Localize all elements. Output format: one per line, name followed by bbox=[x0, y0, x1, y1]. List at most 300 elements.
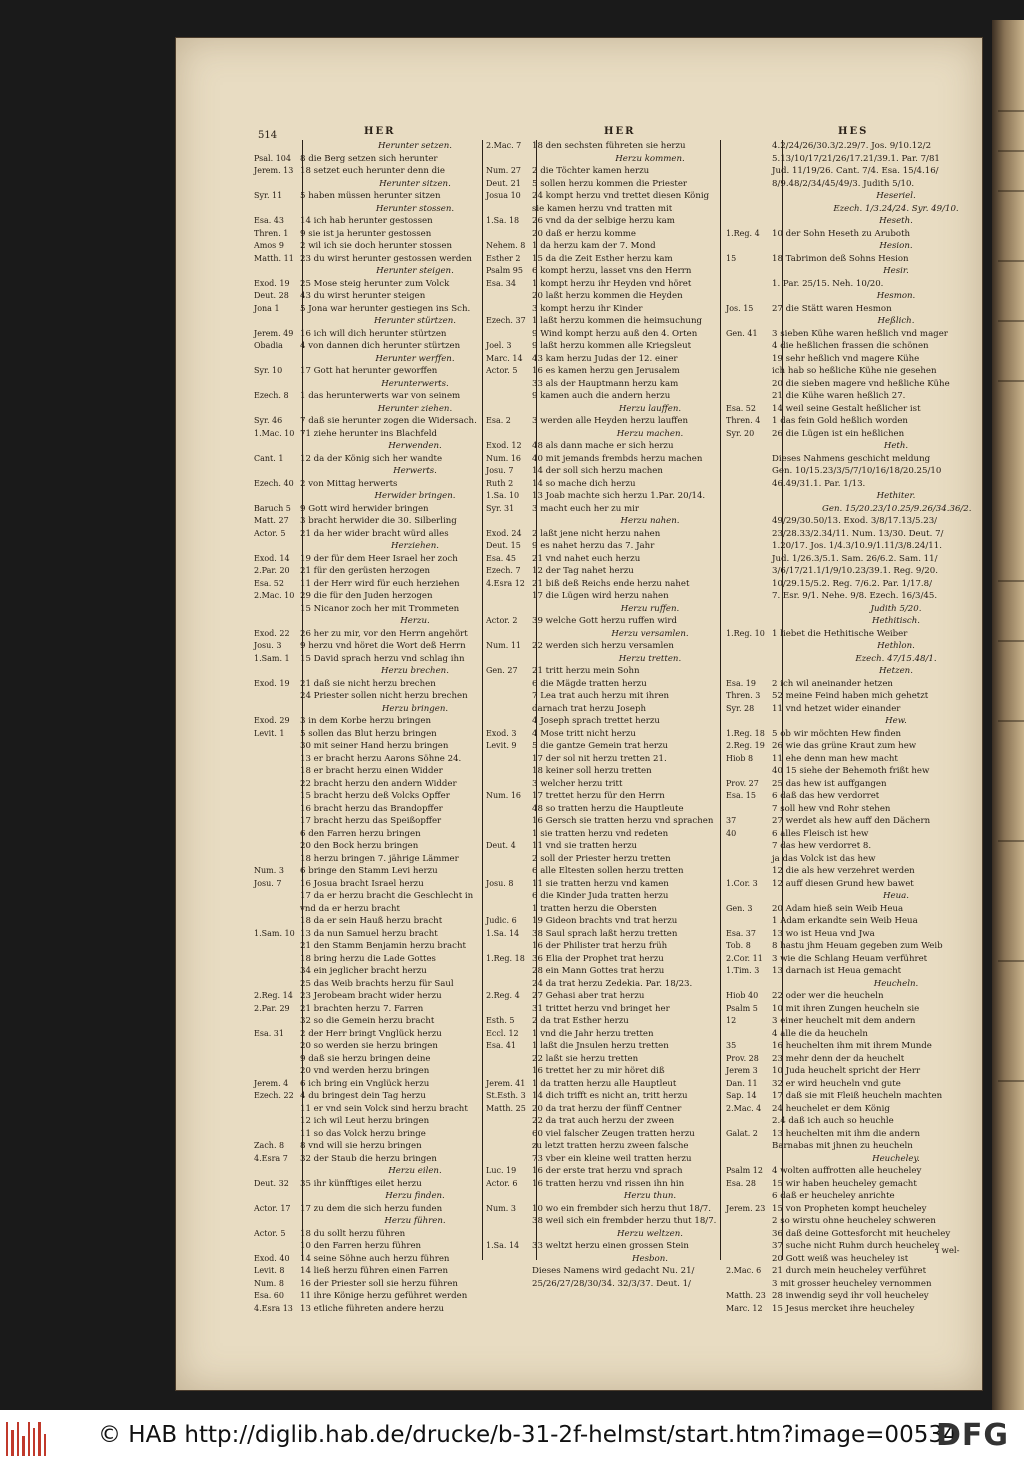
entry-reference: 2.Mac. 6 bbox=[726, 1266, 762, 1275]
index-entry bbox=[726, 1290, 970, 1303]
entry-text: 1 laßt die Jnsulen herzu tretten bbox=[532, 1041, 669, 1051]
entry-reference: Tob. 8 bbox=[726, 941, 751, 950]
entry-reference: 2.Par. 29 bbox=[254, 1003, 290, 1013]
entry-reference: Num. 3 bbox=[254, 866, 284, 875]
entry-text: 26 her zu mir, vor den Herrn angehört bbox=[300, 628, 468, 639]
entry-reference: Esa. 34 bbox=[486, 278, 516, 288]
entry-text: 1 tratten herzu die Obersten bbox=[532, 903, 657, 914]
index-entry bbox=[254, 1115, 480, 1128]
entry-text: 14 weil seine Gestalt heßlicher ist bbox=[772, 403, 921, 414]
entry-text: 2 der Herr bringt Vnglück herzu bbox=[300, 1028, 442, 1039]
entry-reference: St.Esth. 3 bbox=[486, 1091, 526, 1100]
entry-text: Hetzen. bbox=[879, 666, 913, 676]
entry-text: 6 alle Eltesten sollen herzu tretten bbox=[532, 866, 684, 876]
index-entry bbox=[726, 1215, 970, 1228]
entry-text: 23 Jerobeam bracht wider herzu bbox=[300, 991, 442, 1001]
index-entry bbox=[254, 915, 480, 928]
entry-text: 18 keiner soll herzu tretten bbox=[532, 766, 652, 776]
index-entry bbox=[254, 903, 480, 916]
entry-text: 22 bracht herzu den andern Widder bbox=[300, 778, 457, 789]
entry-text: 21 durch mein heucheley verführet bbox=[772, 1266, 927, 1276]
entry-reference: 2.Par. 20 bbox=[254, 566, 290, 575]
index-entry bbox=[486, 1228, 718, 1241]
index-entry bbox=[254, 1253, 480, 1266]
index-entry bbox=[486, 903, 718, 916]
entry-text: 24 kompt herzu vnd trettet diesen König bbox=[532, 191, 710, 201]
index-entry bbox=[254, 1290, 480, 1303]
entry-text: 8 vnd will sie herzu bringen bbox=[300, 1141, 422, 1151]
index-entry bbox=[254, 490, 480, 503]
entry-reference: Ezech. 7 bbox=[486, 566, 521, 575]
index-entry bbox=[486, 140, 718, 153]
index-entry bbox=[254, 315, 480, 328]
entry-text: 36 Elia der Prophet trat herzu bbox=[532, 953, 664, 964]
entry-text: 11 der Herr wird für euch herziehen bbox=[300, 578, 460, 589]
index-entry bbox=[486, 915, 718, 928]
entry-text: 1 liebet die Hethitische Weiber bbox=[772, 628, 908, 639]
entry-reference: 2.Cor. 11 bbox=[726, 953, 763, 963]
index-entry bbox=[486, 503, 718, 516]
entry-text: Herzu führen. bbox=[384, 1216, 446, 1226]
entry-reference: 1.Tim. 3 bbox=[726, 966, 760, 975]
entry-reference: Jerem. 49 bbox=[254, 328, 294, 338]
index-entry bbox=[726, 340, 970, 353]
index-entry bbox=[726, 140, 970, 153]
index-entry bbox=[486, 853, 718, 866]
index-entry bbox=[726, 1053, 970, 1066]
index-entry bbox=[486, 1253, 718, 1266]
entry-text: 38 Saul sprach laßt herzu tretten bbox=[532, 928, 678, 939]
entry-text: Heßlich. bbox=[877, 316, 915, 326]
entry-text: 11 sie tratten herzu vnd kamen bbox=[532, 878, 669, 889]
entry-reference: Esa. 52 bbox=[254, 578, 284, 588]
entry-reference: Matth. 25 bbox=[486, 1103, 526, 1113]
index-entry bbox=[254, 590, 480, 603]
entry-text: 9 sie ist ja herunter gestossen bbox=[300, 228, 432, 239]
entry-reference: Num. 3 bbox=[486, 1203, 516, 1213]
entry-text: 3 werden alle Heyden herzu lauffen bbox=[532, 416, 688, 426]
entry-text: 17 trettet herzu für den Herrn bbox=[532, 791, 665, 801]
index-entry bbox=[486, 578, 718, 591]
entry-text: 5 haben müssen herunter sitzen bbox=[300, 191, 441, 201]
index-entry bbox=[254, 653, 480, 666]
entry-text: 2 von Mittag herwerts bbox=[300, 478, 398, 489]
index-entry bbox=[486, 865, 718, 878]
entry-reference: 1.Sa. 10 bbox=[486, 491, 520, 500]
entry-text: 5 sollen das Blut herzu bringen bbox=[300, 728, 437, 739]
index-entry bbox=[486, 803, 718, 816]
entry-reference: 37 bbox=[726, 816, 737, 825]
entry-reference: Deut. 21 bbox=[486, 178, 521, 188]
index-entry bbox=[254, 553, 480, 566]
index-entry bbox=[726, 1303, 970, 1316]
entry-reference: Jerem. 23 bbox=[726, 1203, 766, 1213]
entry-reference: 1.Reg. 18 bbox=[726, 728, 765, 738]
entry-text: 3/6/17/21.1/1/9/10.23/39.1. Reg. 9/20. bbox=[772, 566, 938, 576]
index-entry bbox=[486, 1190, 718, 1203]
entry-reference: Ruth 2 bbox=[486, 478, 514, 488]
index-entry bbox=[254, 603, 480, 616]
entry-text: Herwerts. bbox=[393, 466, 437, 476]
index-entry bbox=[486, 265, 718, 278]
entry-reference: Josu. 3 bbox=[254, 641, 282, 650]
running-head-right: HES bbox=[838, 126, 869, 137]
entry-text: 12 der Tag nahet herzu bbox=[532, 566, 634, 576]
index-entry bbox=[254, 1065, 480, 1078]
entry-reference: Dan. 11 bbox=[726, 1078, 758, 1088]
index-entry bbox=[254, 578, 480, 591]
index-entry bbox=[486, 465, 718, 478]
entry-text: 13 darnach ist Heua gemacht bbox=[772, 966, 902, 976]
entry-text: 10 der Sohn Heseth zu Aruboth bbox=[772, 228, 911, 239]
entry-text: 6 alles Fleisch ist hew bbox=[772, 828, 869, 839]
entry-reference: Prov. 27 bbox=[726, 778, 759, 788]
entry-reference: Actor. 17 bbox=[254, 1203, 291, 1213]
index-entry bbox=[726, 978, 970, 991]
entry-text: 20 daß er herzu komme bbox=[532, 228, 636, 239]
entry-text: 7 soll hew vnd Rohr stehen bbox=[772, 803, 891, 814]
entry-text: 18 setzet euch herunter denn die bbox=[300, 166, 446, 176]
entry-text: 20 die sieben magere vnd heßliche Kühe bbox=[772, 378, 950, 389]
entry-reference: Deut. 15 bbox=[486, 541, 521, 550]
entry-text: 2 wil ich sie doch herunter stossen bbox=[300, 241, 452, 251]
index-entry bbox=[726, 990, 970, 1003]
entry-text: 17 Gott hat herunter geworffen bbox=[300, 366, 438, 376]
entry-text: Barnabas mit jhnen zu heucheln bbox=[772, 1141, 913, 1151]
index-entry bbox=[726, 428, 970, 441]
entry-reference: Num. 16 bbox=[486, 791, 522, 800]
entry-reference: Marc. 12 bbox=[726, 1303, 763, 1313]
index-entry bbox=[726, 628, 970, 641]
entry-reference: Esa. 19 bbox=[726, 678, 756, 688]
index-entry bbox=[486, 290, 718, 303]
index-entry bbox=[726, 778, 970, 791]
entry-text: 33 weltzt herzu einen grossen Stein bbox=[532, 1241, 689, 1251]
entry-reference: Exod. 29 bbox=[254, 716, 290, 725]
index-entry bbox=[254, 853, 480, 866]
entry-text: 1 sie tratten herzu vnd redeten bbox=[532, 828, 669, 839]
entry-text: 16 der Priester soll sie herzu führen bbox=[300, 1278, 458, 1289]
index-entry bbox=[486, 478, 718, 491]
index-entry bbox=[726, 603, 970, 616]
entry-text: 9 daß sie herzu bringen deine bbox=[300, 1053, 431, 1064]
index-entry bbox=[254, 228, 480, 241]
entry-text: 17 die Lügen wird herzu nahen bbox=[532, 591, 669, 601]
entry-text: 6 den Farren herzu bringen bbox=[300, 828, 421, 839]
index-entry bbox=[726, 965, 970, 978]
index-entry bbox=[254, 303, 480, 316]
index-entry bbox=[486, 303, 718, 316]
entry-text: 15 bracht herzu deß Volcks Opffer bbox=[300, 791, 450, 801]
index-entry bbox=[254, 1015, 480, 1028]
entry-reference: Esa. 43 bbox=[254, 216, 284, 225]
entry-reference: Gen. 27 bbox=[486, 666, 518, 675]
index-entry bbox=[726, 1190, 970, 1203]
entry-text: 26 vnd da der selbige herzu kam bbox=[532, 216, 675, 226]
entry-text: Dieses Namens wird gedacht Nu. 21/ bbox=[532, 1266, 695, 1276]
index-entry bbox=[254, 278, 480, 291]
index-column-2 bbox=[486, 140, 718, 1289]
index-entry bbox=[486, 440, 718, 453]
index-entry bbox=[254, 1053, 480, 1066]
index-entry bbox=[254, 1278, 480, 1291]
index-entry bbox=[726, 790, 970, 803]
entry-reference: Actor. 2 bbox=[486, 616, 518, 625]
entry-reference: Josu. 7 bbox=[254, 878, 282, 888]
entry-text: 6 kompt herzu, lasset vns den Herrn bbox=[532, 266, 692, 276]
index-entry bbox=[254, 703, 480, 716]
index-entry bbox=[726, 1128, 970, 1141]
entry-text: Herzu brechen. bbox=[381, 666, 449, 676]
entry-text: 5 ob wir möchten Hew finden bbox=[772, 728, 902, 739]
entry-text: 12 die als hew verzehret werden bbox=[772, 866, 915, 876]
entry-text: Herzu. bbox=[400, 616, 430, 626]
entry-reference: 2.Mac. 10 bbox=[254, 591, 295, 600]
index-entry bbox=[726, 478, 970, 491]
index-entry bbox=[726, 753, 970, 766]
index-entry bbox=[726, 578, 970, 591]
entry-text: 52 meine Feind haben mich gehetzt bbox=[772, 691, 929, 701]
entry-text: Gen. 15/20.23/10.25/9.26/34.36/2. bbox=[822, 503, 972, 514]
index-entry bbox=[486, 840, 718, 853]
source-url-link[interactable]: © HAB http://diglib.hab.de/drucke/b-31-2f-helmst/start.htm?image=00534 bbox=[98, 1422, 958, 1448]
entry-text: 30 mit seiner Hand herzu bringen bbox=[300, 741, 449, 751]
index-entry bbox=[486, 1115, 718, 1128]
entry-text: 4 Joseph sprach trettet herzu bbox=[532, 716, 660, 726]
index-entry bbox=[726, 328, 970, 341]
entry-text: Hesmon. bbox=[876, 291, 916, 301]
entry-text: 4 von dannen dich herunter stürtzen bbox=[300, 341, 461, 351]
index-entry bbox=[726, 403, 970, 416]
entry-text: Herzu kommen. bbox=[615, 153, 685, 164]
index-entry bbox=[254, 928, 480, 941]
index-entry bbox=[254, 390, 480, 403]
entry-reference: Galat. 2 bbox=[726, 1128, 758, 1138]
index-entry bbox=[254, 265, 480, 278]
index-entry bbox=[486, 940, 718, 953]
entry-reference: Jerem. 41 bbox=[486, 1078, 526, 1088]
entry-text: Hethitisch. bbox=[871, 616, 920, 626]
entry-text: 14 ließ herzu führen einen Farren bbox=[300, 1266, 449, 1276]
entry-text: 18 bring herzu die Lade Gottes bbox=[300, 953, 436, 964]
index-entry bbox=[726, 1115, 970, 1128]
entry-text: 22 laßt sie herzu tretten bbox=[532, 1053, 639, 1064]
entry-text: Herunter sitzen. bbox=[379, 178, 451, 189]
index-entry bbox=[726, 1103, 970, 1116]
index-entry bbox=[254, 1103, 480, 1116]
entry-text: 24 Priester sollen nicht herzu brechen bbox=[300, 691, 468, 701]
entry-reference: 2.Reg. 4 bbox=[486, 991, 520, 1000]
entry-text: 25 das hew ist auffgangen bbox=[772, 778, 887, 789]
index-entry bbox=[254, 1190, 480, 1203]
index-entry bbox=[726, 440, 970, 453]
index-entry bbox=[486, 828, 718, 841]
index-entry bbox=[254, 865, 480, 878]
entry-reference: Luc. 19 bbox=[486, 1166, 517, 1175]
index-entry bbox=[486, 228, 718, 241]
entry-text: 20 Gott weiß was heucheley ist bbox=[772, 1253, 909, 1264]
entry-text: Hew. bbox=[885, 716, 907, 726]
index-entry bbox=[726, 190, 970, 203]
index-entry bbox=[254, 240, 480, 253]
entry-text: Herunter setzen. bbox=[378, 141, 452, 151]
index-entry bbox=[254, 1128, 480, 1141]
entry-text: 9 laßt herzu kommen alle Kriegsleut bbox=[532, 341, 692, 351]
index-entry bbox=[486, 765, 718, 778]
entry-text: 6 ich bring ein Vnglück herzu bbox=[300, 1078, 430, 1089]
index-entry bbox=[726, 1178, 970, 1191]
entry-reference: 2.Mac. 7 bbox=[486, 141, 522, 150]
entry-text: 11 er vnd sein Volck sind herzu bracht bbox=[300, 1103, 468, 1114]
index-entry bbox=[486, 728, 718, 741]
entry-reference: Levit. 1 bbox=[254, 728, 285, 738]
entry-text: 11 so das Volck herzu bringe bbox=[300, 1128, 426, 1139]
index-entry bbox=[726, 765, 970, 778]
index-entry bbox=[486, 1240, 718, 1253]
index-entry bbox=[254, 828, 480, 841]
entry-text: 1 da herzu kam der 7. Mond bbox=[532, 241, 656, 251]
index-entry bbox=[486, 715, 718, 728]
entry-reference: Num. 27 bbox=[486, 166, 522, 175]
entry-reference: Actor. 6 bbox=[486, 1178, 518, 1188]
entry-reference: 15 bbox=[726, 253, 737, 263]
index-entry bbox=[254, 453, 480, 466]
hab-logo-icon bbox=[6, 1418, 46, 1456]
entry-text: Dieses Nahmens geschicht meldung bbox=[772, 453, 931, 464]
entry-text: 48 so tratten herzu die Hauptleute bbox=[532, 803, 684, 814]
entry-text: 15 von Propheten kompt heucheley bbox=[772, 1203, 927, 1214]
index-entry bbox=[486, 965, 718, 978]
index-entry bbox=[486, 753, 718, 766]
index-entry bbox=[726, 553, 970, 566]
entry-text: 1. Par. 25/15. Neh. 10/20. bbox=[772, 278, 884, 289]
entry-text: 19 Gideon brachts vnd trat herzu bbox=[532, 916, 678, 926]
entry-reference: 1.Sa. 14 bbox=[486, 928, 520, 938]
index-entry bbox=[254, 478, 480, 491]
entry-text: 17 bracht herzu das Speißopffer bbox=[300, 816, 442, 826]
entry-text: 21 daß sie nicht herzu brechen bbox=[300, 678, 436, 689]
index-entry bbox=[486, 1015, 718, 1028]
entry-text: 4.2/24/26/30.3/2.29/7. Jos. 9/10.12/2 bbox=[772, 141, 932, 151]
entry-text: 10 Juda heuchelt spricht der Herr bbox=[772, 1066, 921, 1076]
index-entry bbox=[254, 1078, 480, 1091]
index-entry bbox=[726, 615, 970, 628]
entry-reference: Hiob 40 bbox=[726, 991, 759, 1000]
index-entry bbox=[726, 415, 970, 428]
index-entry bbox=[726, 1003, 970, 1016]
index-entry bbox=[486, 603, 718, 616]
entry-text: 15 wir haben heucheley gemacht bbox=[772, 1178, 917, 1189]
entry-text: 14 ich hab herunter gestossen bbox=[300, 216, 433, 226]
entry-text: 10 mit ihren Zungen heucheln sie bbox=[772, 1003, 920, 1014]
entry-text: Herunter ziehen. bbox=[377, 403, 453, 414]
index-entry bbox=[486, 628, 718, 641]
index-entry bbox=[726, 565, 970, 578]
entry-reference: 1.Sam. 10 bbox=[254, 928, 295, 938]
entry-text: 11 ehe denn man hew macht bbox=[772, 753, 898, 764]
entry-reference: Josu. 7 bbox=[486, 466, 514, 475]
entry-text: 2 die Töchter kamen herzu bbox=[532, 166, 650, 176]
index-entry bbox=[486, 815, 718, 828]
index-entry bbox=[726, 353, 970, 366]
index-entry bbox=[254, 1003, 480, 1016]
index-entry bbox=[726, 803, 970, 816]
entry-text: 15 Nicanor zoch her mit Trommeten bbox=[300, 603, 460, 614]
entry-text: 3 macht euch her zu mir bbox=[532, 503, 639, 514]
entry-text: 43 du wirst herunter steigen bbox=[300, 291, 426, 301]
entry-text: 27 werdet als hew auff den Dächern bbox=[772, 816, 931, 826]
entry-text: 7. Esr. 9/1. Nehe. 9/8. Ezech. 16/3/45. bbox=[772, 591, 938, 601]
index-entry bbox=[254, 428, 480, 441]
entry-text: 28 ein Mann Gottes trat herzu bbox=[532, 966, 665, 976]
entry-reference: 35 bbox=[726, 1041, 737, 1050]
index-entry bbox=[726, 1228, 970, 1241]
entry-reference: Gen. 41 bbox=[726, 328, 758, 338]
entry-reference: Esther 2 bbox=[486, 253, 521, 263]
index-entry bbox=[486, 678, 718, 691]
entry-text: 3 kompt herzu ihr Kinder bbox=[532, 303, 643, 314]
index-entry bbox=[254, 515, 480, 528]
entry-text: 19 der für dem Heer Israel her zoch bbox=[300, 553, 458, 564]
index-entry bbox=[486, 215, 718, 228]
entry-text: 14 der soll sich herzu machen bbox=[532, 466, 663, 476]
index-entry bbox=[486, 490, 718, 503]
entry-reference: Actor. 5 bbox=[254, 528, 286, 538]
index-entry bbox=[726, 740, 970, 753]
entry-text: 27 die Stätt waren Hesmon bbox=[772, 303, 892, 314]
entry-text: 18 den sechsten führeten sie herzu bbox=[532, 141, 686, 151]
viewer-footer bbox=[0, 1410, 1024, 1461]
entry-reference: Jona 1 bbox=[254, 303, 280, 313]
entry-reference: Joel. 3 bbox=[486, 341, 512, 350]
entry-reference: Gen. 3 bbox=[726, 903, 753, 913]
index-entry bbox=[486, 1178, 718, 1191]
entry-reference: Actor. 5 bbox=[486, 366, 518, 375]
index-entry bbox=[254, 628, 480, 641]
entry-text: 6 die Kinder Juda tratten herzu bbox=[532, 891, 669, 901]
index-entry bbox=[726, 640, 970, 653]
index-entry bbox=[726, 278, 970, 291]
entry-text: ich hab so heßliche Kühe nie gesehen bbox=[772, 366, 937, 376]
index-entry bbox=[486, 690, 718, 703]
index-entry bbox=[726, 1253, 970, 1266]
entry-text: 10 wo ein frembder sich herzu thut 18/7. bbox=[532, 1203, 711, 1214]
entry-text: 14 dich trifft es nicht an, tritt herzu bbox=[532, 1091, 688, 1101]
entry-reference: Psal. 104 bbox=[254, 153, 291, 163]
index-entry bbox=[726, 715, 970, 728]
entry-reference: Num. 11 bbox=[486, 641, 522, 650]
entry-text: zu letzt tratten herzu zween falsche bbox=[532, 1141, 689, 1151]
entry-text: 3 einer heuchelt mit dem andern bbox=[772, 1016, 916, 1026]
index-entry bbox=[254, 1153, 480, 1166]
index-entry bbox=[486, 1053, 718, 1066]
page-number: 514 bbox=[258, 130, 278, 141]
index-entry bbox=[254, 403, 480, 416]
entry-text: Herzu finden. bbox=[385, 1191, 445, 1201]
entry-reference: 1.Reg. 18 bbox=[486, 953, 525, 963]
entry-text: 17 zu dem die sich herzu funden bbox=[300, 1203, 443, 1214]
entry-text: Heseriel. bbox=[876, 191, 916, 201]
entry-text: Herunter werffen. bbox=[375, 353, 455, 364]
entry-text: 73 vber ein kleine weil tratten herzu bbox=[532, 1153, 692, 1164]
entry-reference: Syr. 46 bbox=[254, 416, 283, 425]
entry-text: 28 inwendig seyd ihr voll heucheley bbox=[772, 1291, 929, 1301]
index-entry bbox=[726, 1065, 970, 1078]
index-entry bbox=[254, 740, 480, 753]
entry-reference: 1.Reg. 10 bbox=[726, 628, 765, 638]
index-entry bbox=[254, 678, 480, 691]
index-entry bbox=[254, 328, 480, 341]
